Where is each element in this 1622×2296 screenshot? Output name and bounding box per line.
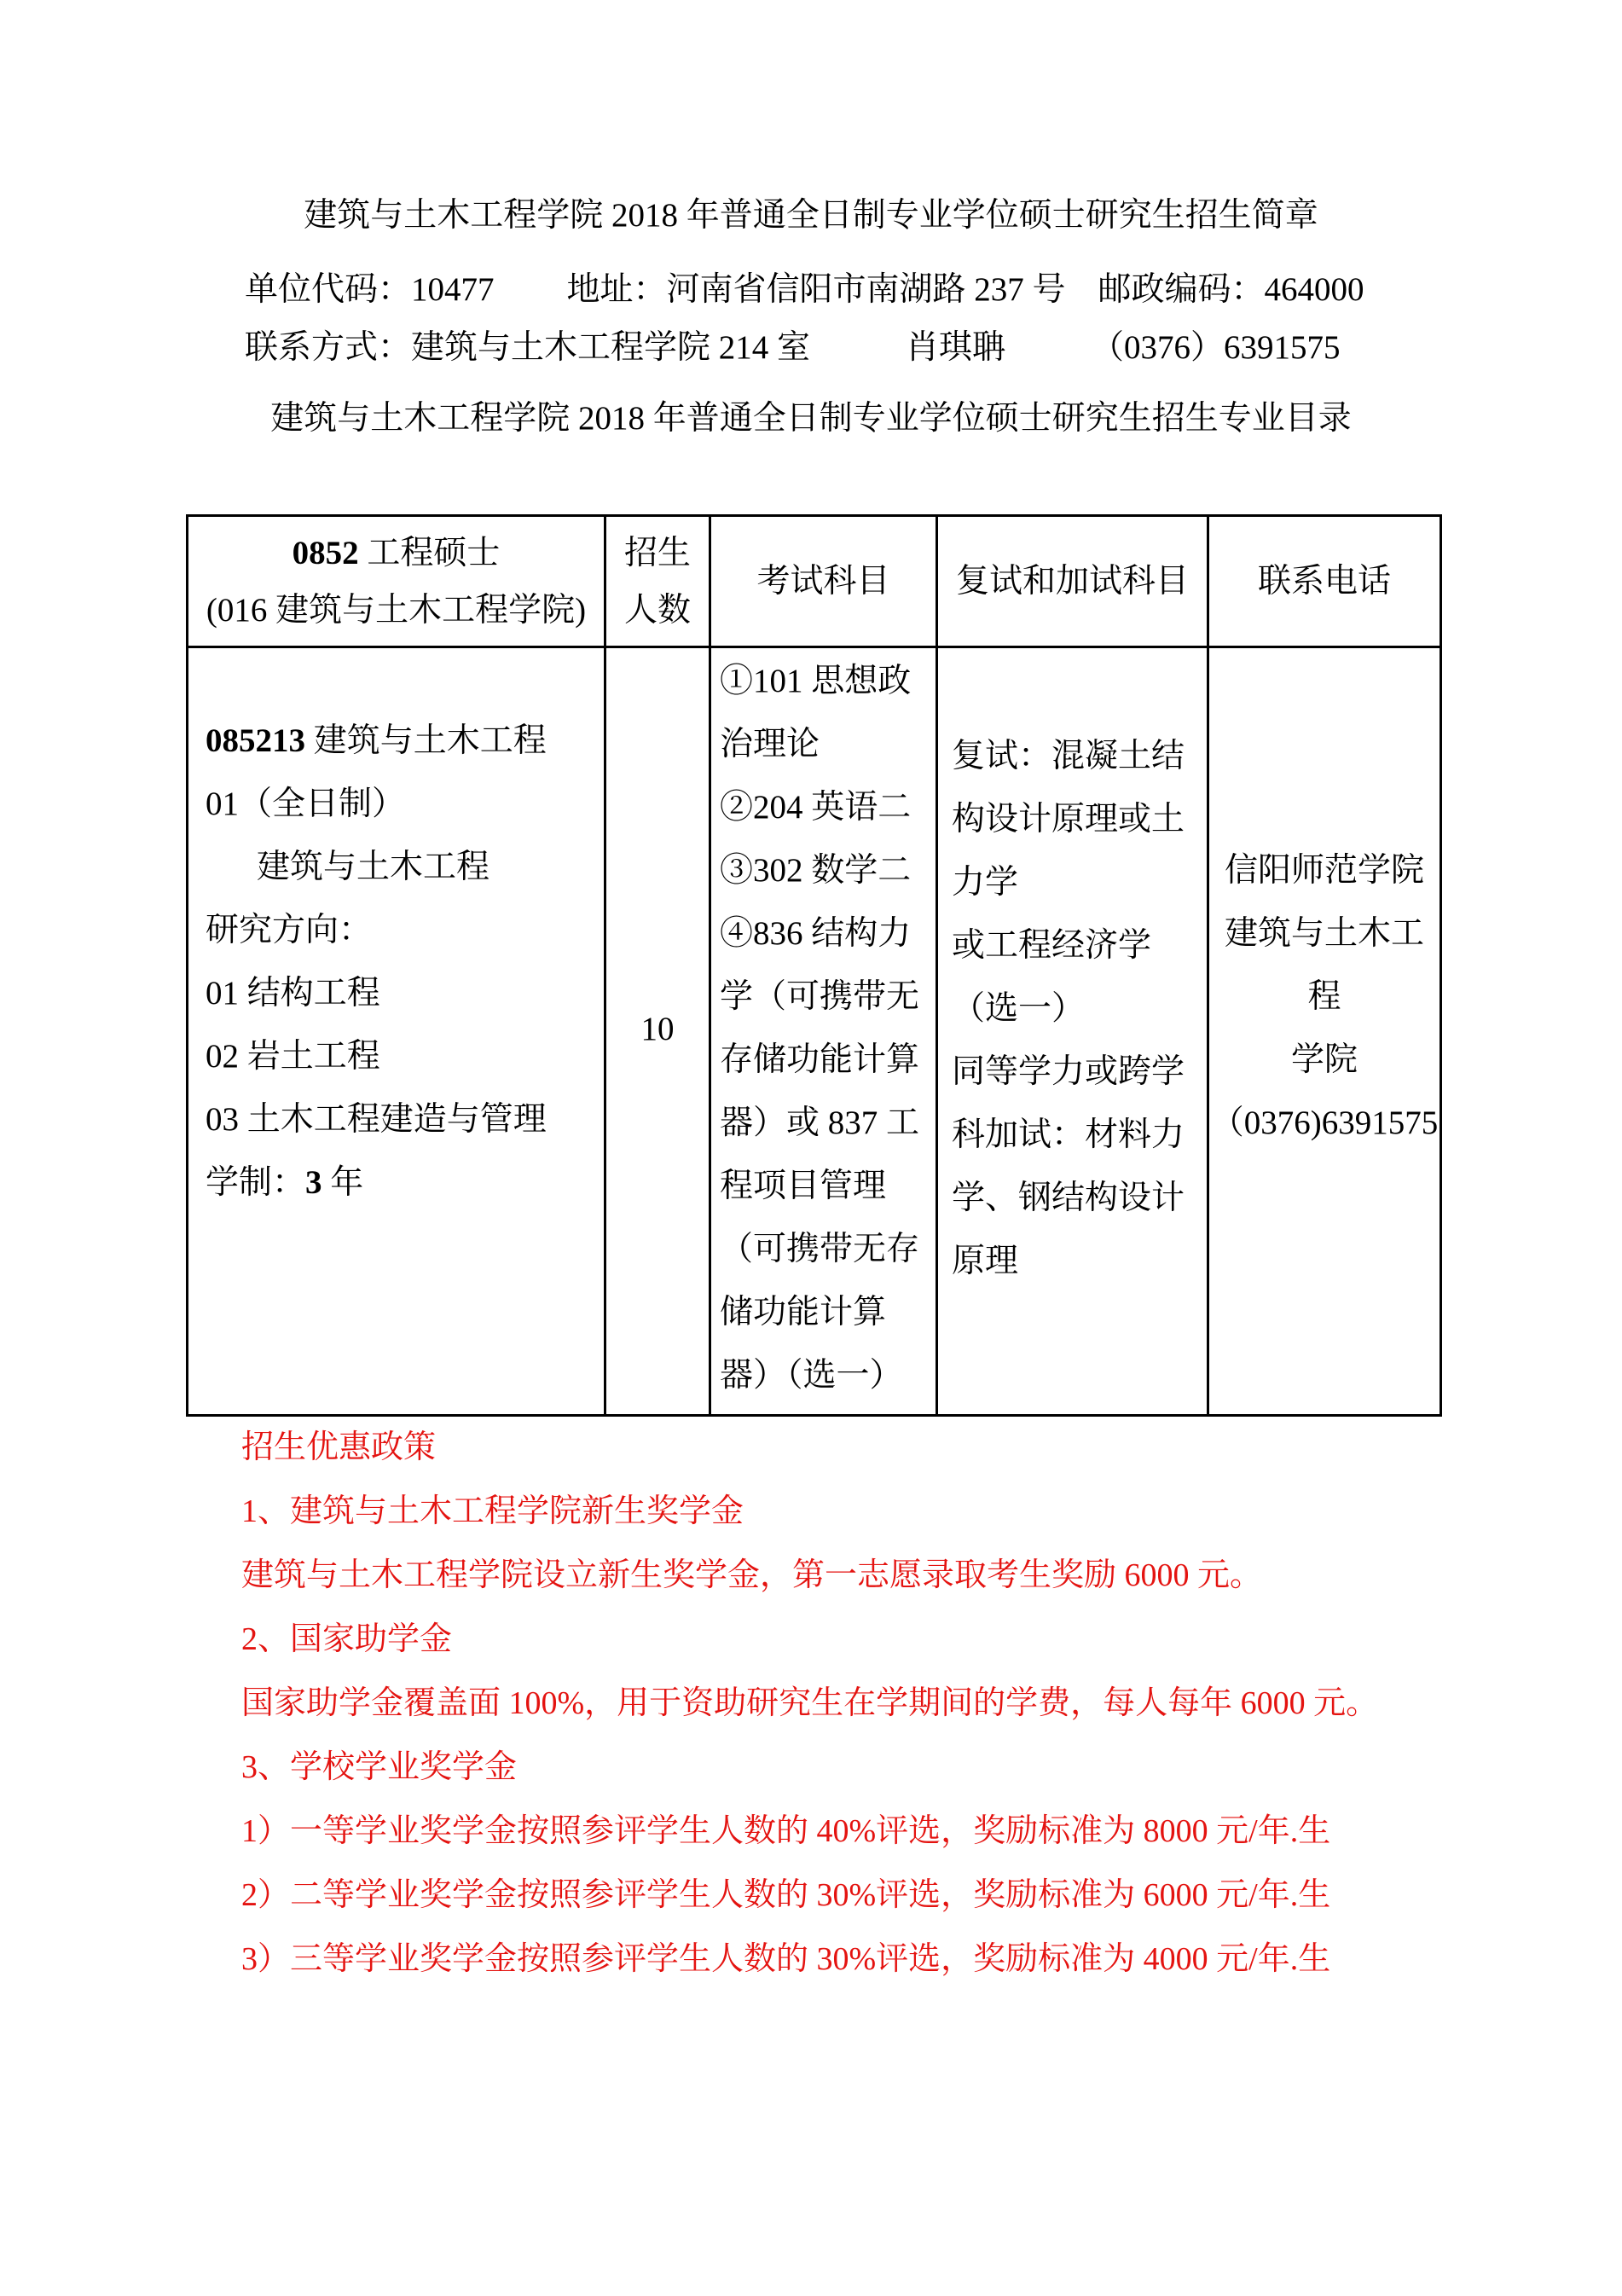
cell-program-info bbox=[188, 647, 605, 1416]
exam-line: 治理论 bbox=[720, 726, 820, 762]
program-category-name: 工程硕士 bbox=[358, 534, 501, 571]
address: 地址：河南省信阳市南湖路 237 号 bbox=[566, 271, 1066, 308]
direction-line: 01（全日制） bbox=[206, 786, 406, 822]
benefits-lines bbox=[241, 1480, 1378, 1992]
schooling-suffix: 年 bbox=[322, 1164, 364, 1201]
retest-line: 复试：混凝土结 bbox=[952, 738, 1185, 774]
program-name: 建筑与土木工程 bbox=[305, 722, 547, 759]
page-title: 建筑与土木工程学院 2018 年普通全日制专业学位硕士研究生招生简章 bbox=[304, 197, 1318, 234]
cell-contact bbox=[1208, 647, 1441, 1416]
cell-enrollment-count bbox=[605, 647, 710, 1416]
catalog-subtitle: 建筑与土木工程学院 2018 年普通全日制专业学位硕士研究生招生专业目录 bbox=[270, 400, 1352, 437]
cell-retest-subjects bbox=[937, 647, 1208, 1416]
contact-line: 建筑与土木工程 bbox=[1224, 915, 1424, 1015]
contact-phone: （0376）6391575 bbox=[1091, 329, 1341, 366]
benefit-line: 1、建筑与土木工程学院新生奖学金 bbox=[241, 1493, 744, 1529]
exam-line: ②204 英语二 bbox=[720, 789, 912, 826]
program-category-code: 0852 bbox=[292, 534, 359, 571]
benefit-line: 3、学校学业奖学金 bbox=[241, 1749, 518, 1785]
exam-line: （可携带无存 bbox=[720, 1231, 920, 1267]
exam-line: 存储功能计算 bbox=[720, 1041, 920, 1078]
retest-line: 构设计原理或土 bbox=[952, 801, 1185, 838]
direction-line: 02 岩土工程 bbox=[206, 1038, 380, 1075]
exam-line: 器）（选一） bbox=[720, 1357, 903, 1394]
exam-line: ①101 思想政 bbox=[720, 663, 912, 699]
header-contact-phone: 联系电话 bbox=[1208, 516, 1441, 647]
schooling-label: 学制： bbox=[206, 1164, 306, 1201]
contact-line: 信阳师范学院 bbox=[1224, 852, 1424, 889]
header-exam-subjects: 考试科目 bbox=[710, 516, 937, 647]
program-code: 085213 bbox=[206, 722, 305, 759]
benefit-line: 3）三等学业奖学金按照参评学生人数的 30%评选，奖励标准为 4000 元/年.生 bbox=[241, 1941, 1331, 1977]
benefits-heading: 招生优惠政策 bbox=[241, 1429, 437, 1465]
admission-benefits-section bbox=[241, 1416, 1378, 1992]
benefit-line: 1）一等学业奖学金按照参评学生人数的 40%评选，奖励标准为 8000 元/年.生 bbox=[241, 1813, 1331, 1849]
benefit-line: 2、国家助学金 bbox=[241, 1621, 453, 1657]
meta-row-codes bbox=[245, 271, 1364, 309]
benefit-line: 2）二等学业奖学金按照参评学生人数的 30%评选，奖励标准为 6000 元/年.生 bbox=[241, 1877, 1331, 1913]
table-header-row bbox=[188, 516, 1441, 647]
contact-person: 肖琪聃 bbox=[906, 329, 1006, 366]
contact-line: 学院 bbox=[1290, 1041, 1358, 1078]
retest-line: 科加试：材料力 bbox=[952, 1116, 1185, 1153]
exam-line: 学（可携带无 bbox=[720, 978, 920, 1015]
direction-line: 01 结构工程 bbox=[206, 975, 380, 1012]
meta-row-contact bbox=[245, 329, 1341, 367]
postcode: 邮政编码：464000 bbox=[1098, 271, 1364, 308]
header-retest-subjects: 复试和加试科目 bbox=[937, 516, 1208, 647]
header-enrollment bbox=[605, 516, 710, 647]
direction-line: 建筑与土木工程 bbox=[257, 849, 490, 885]
contact-line: （0376)6391575 bbox=[1210, 1105, 1439, 1141]
retest-line: 或工程经济学 bbox=[952, 927, 1152, 964]
header-program bbox=[188, 516, 605, 647]
program-direction-lines bbox=[206, 773, 597, 1151]
retest-line: （选一） bbox=[952, 990, 1086, 1027]
contact-address: 联系方式：建筑与土木工程学院 214 室 bbox=[245, 329, 811, 366]
retest-line: 学、钢结构设计 bbox=[952, 1180, 1185, 1216]
admissions-table bbox=[186, 514, 1442, 1417]
direction-line: 研究方向： bbox=[206, 912, 373, 948]
program-code-line bbox=[206, 710, 597, 773]
header-program-line2: (016 建筑与土木工程学院) bbox=[206, 591, 587, 629]
retest-line: 同等学力或跨学 bbox=[952, 1053, 1185, 1090]
unit-code: 单位代码：10477 bbox=[245, 271, 495, 308]
exam-line: ④836 结构力 bbox=[720, 915, 912, 952]
benefit-line: 国家助学金覆盖面 100%，用于资助研究生在学期间的学费，每人每年 6000 元。 bbox=[241, 1685, 1379, 1721]
schooling-value: 3 bbox=[305, 1164, 322, 1201]
header-enrollment-line2: 人数 bbox=[623, 591, 691, 629]
cell-exam-subjects bbox=[710, 647, 937, 1416]
header-program-line1 bbox=[188, 525, 604, 582]
enrollment-count: 10 bbox=[640, 1011, 675, 1047]
benefit-line: 建筑与土木工程学院设立新生奖学金，第一志愿录取考生奖励 6000 元。 bbox=[241, 1557, 1263, 1593]
header-enrollment-line1: 招生 bbox=[623, 534, 691, 571]
schooling-line bbox=[206, 1151, 597, 1215]
retest-line: 力学 bbox=[952, 864, 1019, 901]
exam-line: 器）或 837 工 bbox=[720, 1105, 920, 1141]
exam-line: ③302 数学二 bbox=[720, 852, 912, 889]
table-body-row bbox=[188, 647, 1441, 1416]
exam-line: 程项目管理 bbox=[720, 1168, 887, 1204]
retest-line: 原理 bbox=[952, 1243, 1019, 1279]
exam-line: 储功能计算 bbox=[720, 1294, 887, 1331]
direction-line: 03 土木工程建造与管理 bbox=[206, 1101, 547, 1138]
